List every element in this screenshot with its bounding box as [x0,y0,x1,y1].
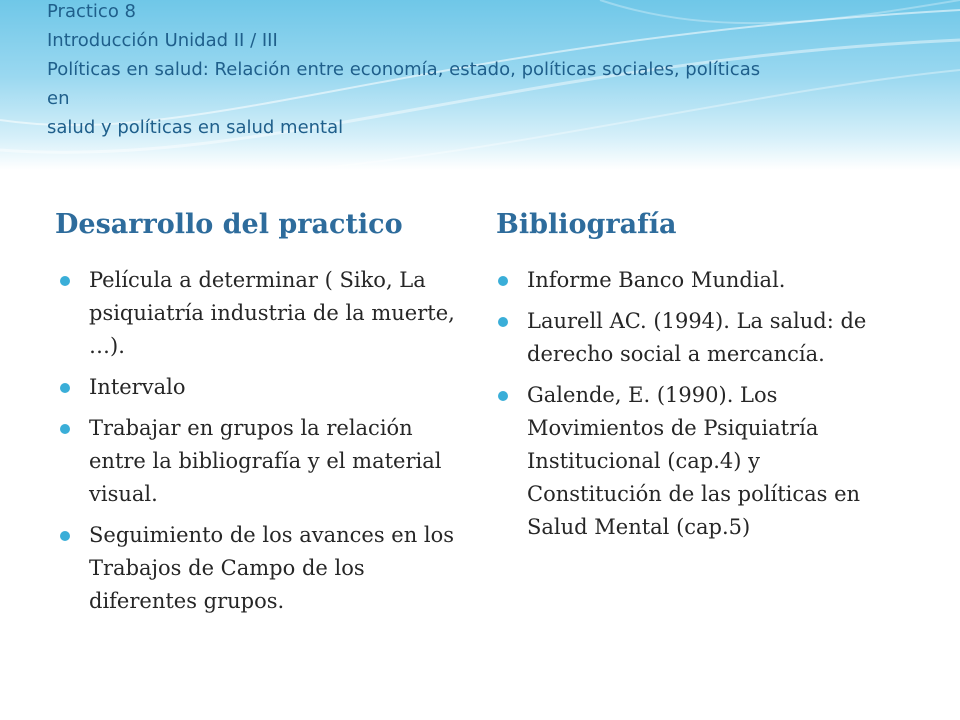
right-bullet-list [498,264,898,552]
left-bullet-list [60,264,460,626]
list-item [60,412,460,511]
list-item [60,371,460,404]
bullet-dot-icon [498,391,508,401]
bullet-dot-icon [60,383,70,393]
left-column-heading: Desarrollo del practico [55,209,403,240]
title-line: Introducción Unidad II / III [47,30,278,51]
list-item-text: Trabajar en grupos la relación entre la bibliografía y el material visual. [89,416,442,506]
list-item-text: Película a determinar ( Siko, La psiquiatría industria de la muerte, …). [89,268,455,358]
list-item [498,305,898,371]
title-line: en [47,88,70,109]
bullet-dot-icon [60,424,70,434]
list-item-text: Informe Banco Mundial. [527,268,786,292]
list-item-text: Intervalo [89,375,186,399]
list-item [498,379,898,544]
bullet-dot-icon [498,276,508,286]
list-item-text: Laurell AC. (1994). La salud: de derecho social a mercancía. [527,309,867,366]
list-item-text: Galende, E. (1990). Los Movimientos de Psiquiatría Institucional (cap.4) y Constitución de las políticas en Salud Mental (cap.5) [527,383,861,539]
title-line: salud y políticas en salud mental [47,117,344,138]
title-line: Practico 8 [47,1,137,22]
bullet-dot-icon [498,317,508,327]
list-item [60,519,460,618]
list-item-text: Seguimiento de los avances en los Trabajos de Campo de los diferentes grupos. [89,523,455,613]
right-column-heading: Bibliografía [496,209,677,240]
bullet-dot-icon [60,531,70,541]
list-item [498,264,898,297]
slide-title [47,0,927,142]
list-item [60,264,460,363]
bullet-dot-icon [60,276,70,286]
title-line: Políticas en salud: Relación entre economía, estado, políticas sociales, políticas [47,59,761,80]
